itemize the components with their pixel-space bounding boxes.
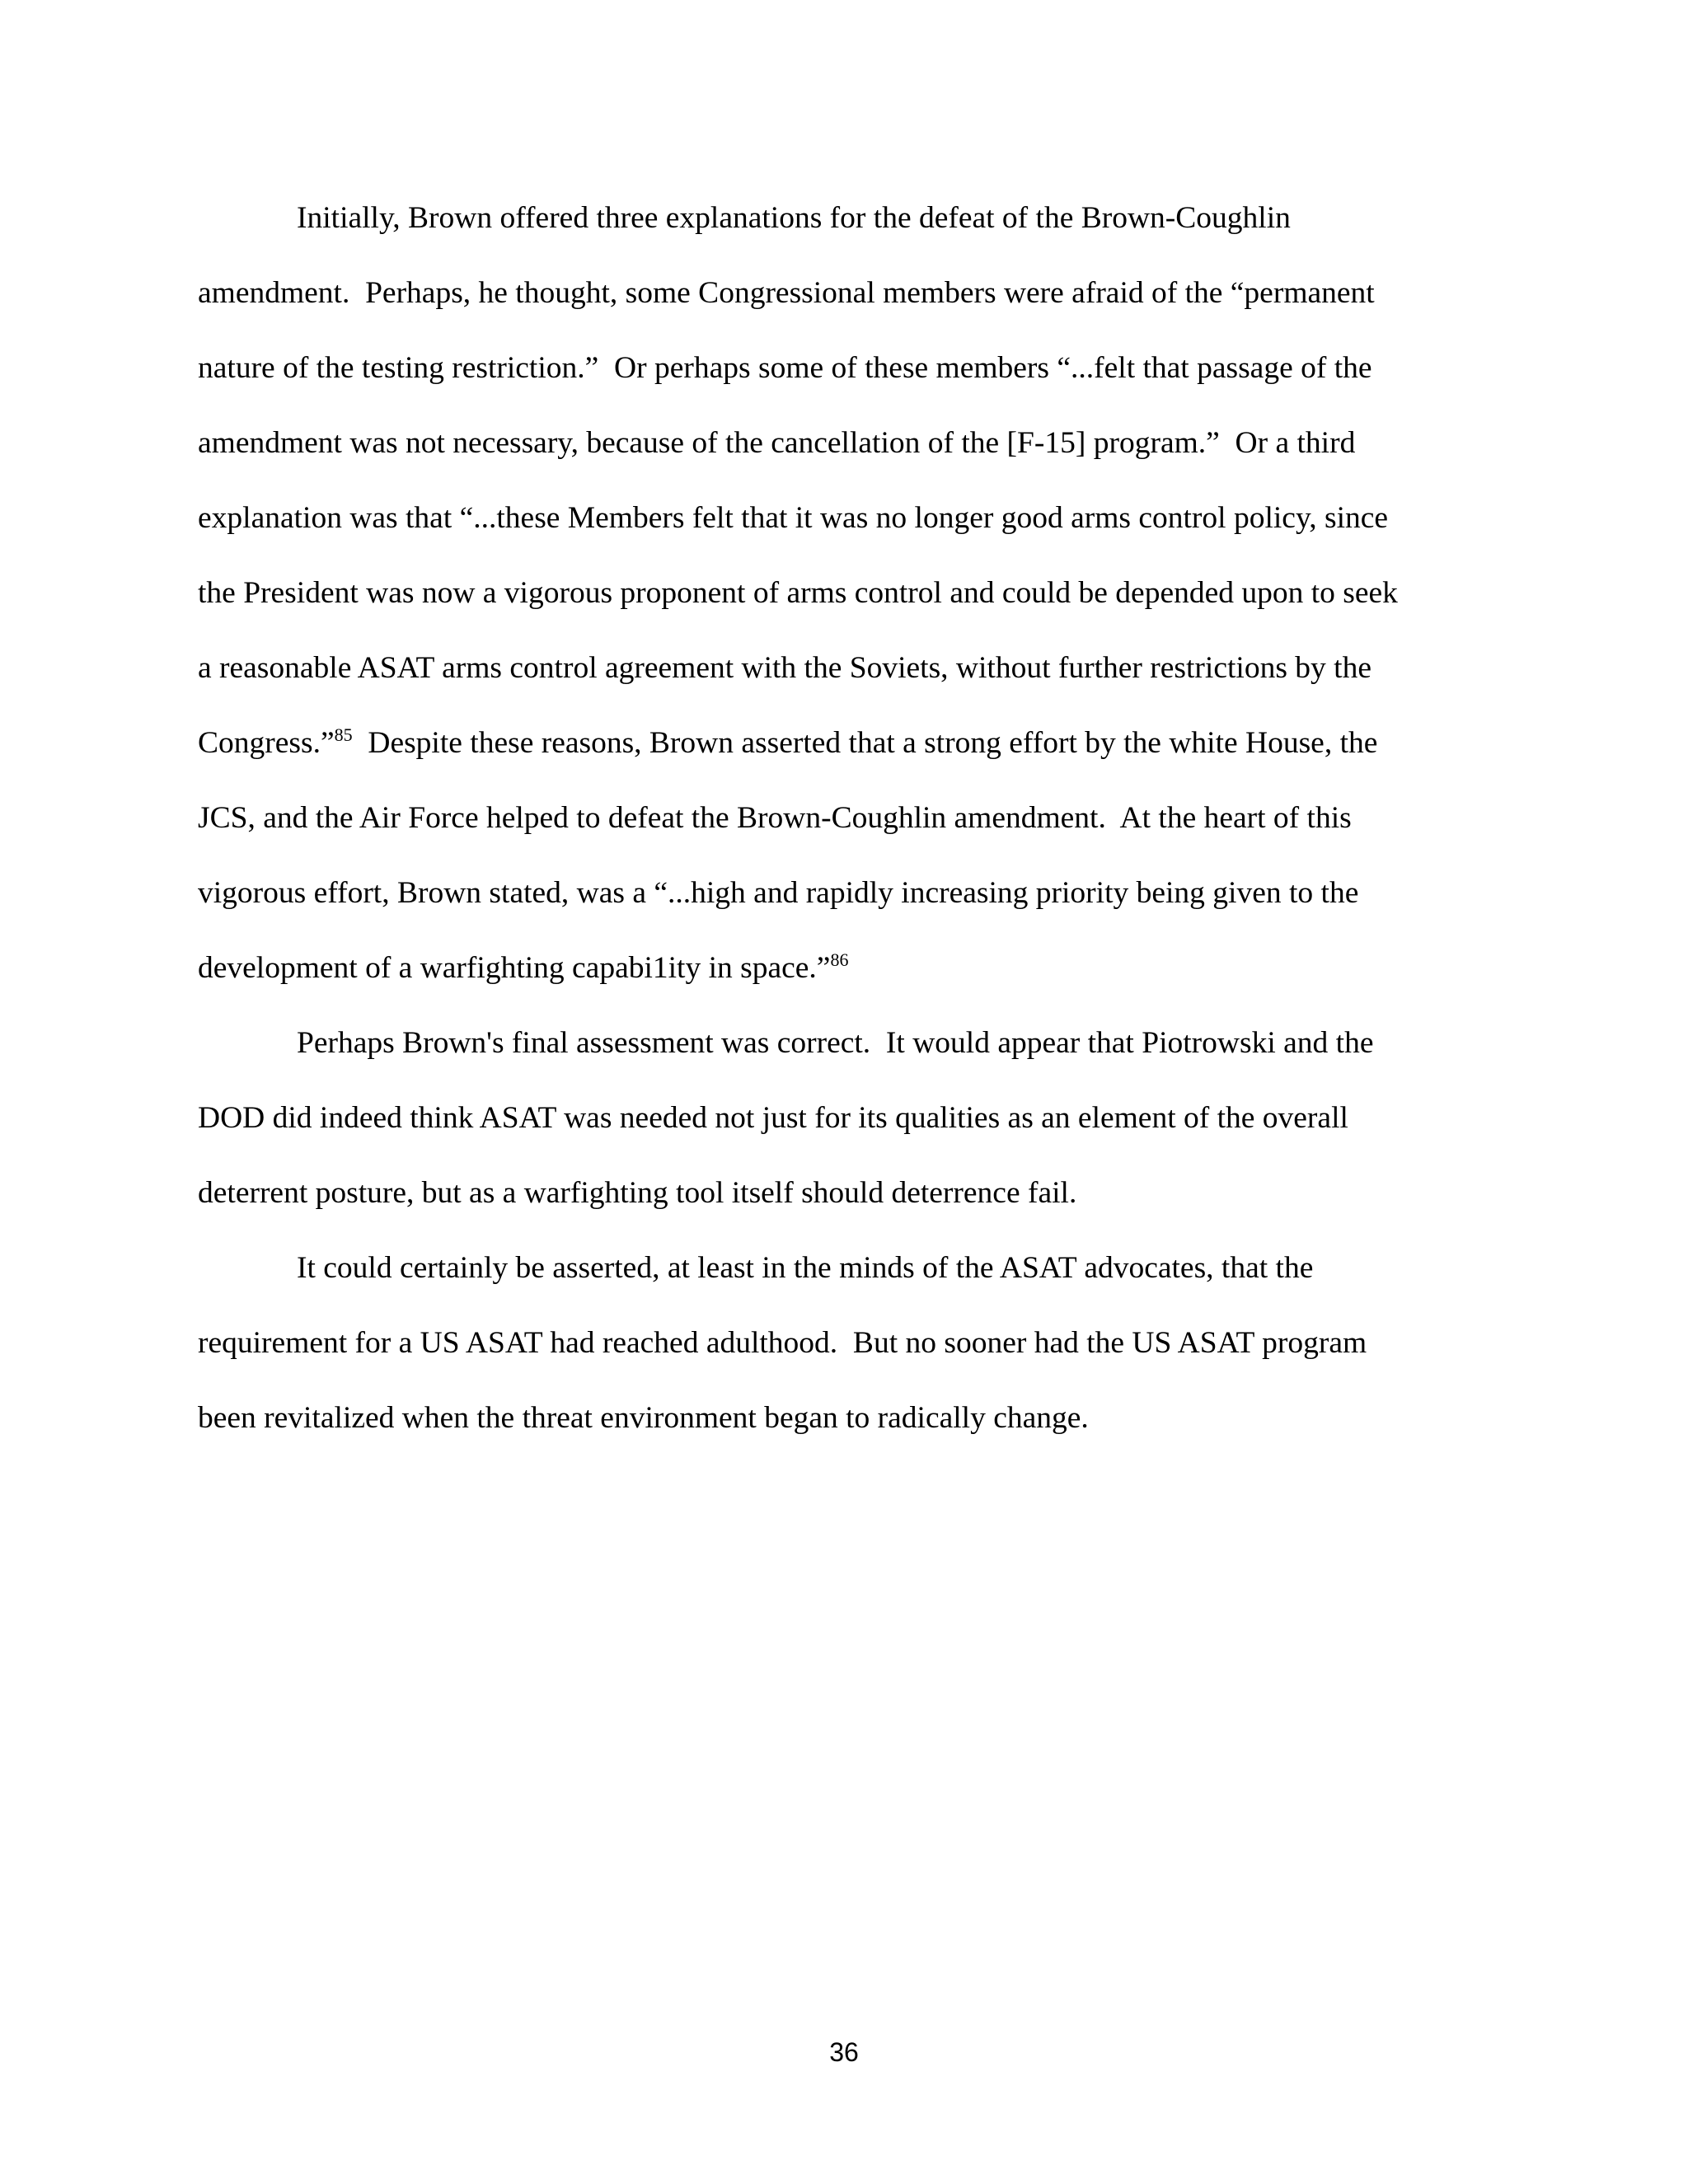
line-8-text-after: Despite these reasons, Brown asserted that a strong effort by the white House, the (352, 726, 1378, 760)
paragraph-1-line-2: amendment. Perhaps, he thought, some Congressional members were afraid of the “permanent (198, 276, 1375, 310)
paragraph-2-line-3: deterrent posture, but as a warfighting tool itself should deterrence fail. (198, 1176, 1077, 1210)
paragraph-1-line-6: the President was now a vigorous proponent of arms control and could be depended upon to seek (198, 576, 1398, 610)
paragraph-3-line-2: requirement for a US ASAT had reached adulthood. But no sooner had the US ASAT program (198, 1326, 1367, 1360)
paragraph-2-line-1: Perhaps Brown's final assessment was correct. It would appear that Piotrowski and the (297, 1026, 1374, 1060)
footnote-ref-86: 86 (830, 949, 849, 970)
paragraph-1-line-10: vigorous effort, Brown stated, was a “...high and rapidly increasing priority being given to the (198, 876, 1359, 910)
paragraph-3-line-3: been revitalized when the threat environment began to radically change. (198, 1401, 1089, 1435)
line-11-text: development of a warfighting capabi1ity in space.” (198, 951, 831, 985)
line-8-text-before: Congress.” (198, 726, 335, 760)
page-number: 36 (829, 2037, 859, 2067)
paragraph-1-line-11 (198, 944, 848, 993)
paragraph-1-line-5: explanation was that “...these Members felt that it was no longer good arms control policy, since (198, 501, 1389, 535)
paragraph-2-line-2: DOD did indeed think ASAT was needed not just for its qualities as an element of the overall (198, 1101, 1348, 1135)
paragraph-1-line-7: a reasonable ASAT arms control agreement with the Soviets, without further restrictions by the (198, 651, 1372, 685)
paragraph-1-line-9: JCS, and the Air Force helped to defeat the Brown-Coughlin amendment. At the heart of this (198, 801, 1352, 835)
paragraph-1-line-1: Initially, Brown offered three explanations for the defeat of the Brown-Coughlin (297, 201, 1291, 235)
paragraph-3-line-1: It could certainly be asserted, at least in the minds of the ASAT advocates, that the (297, 1251, 1314, 1285)
paragraph-1-line-4: amendment was not necessary, because of the cancellation of the [F-15] program.” Or a third (198, 426, 1356, 460)
footnote-ref-85: 85 (334, 724, 353, 745)
paragraph-1-line-8 (198, 719, 1377, 768)
paragraph-1-line-3: nature of the testing restriction.” Or perhaps some of these members “...felt that passage of the (198, 351, 1372, 385)
